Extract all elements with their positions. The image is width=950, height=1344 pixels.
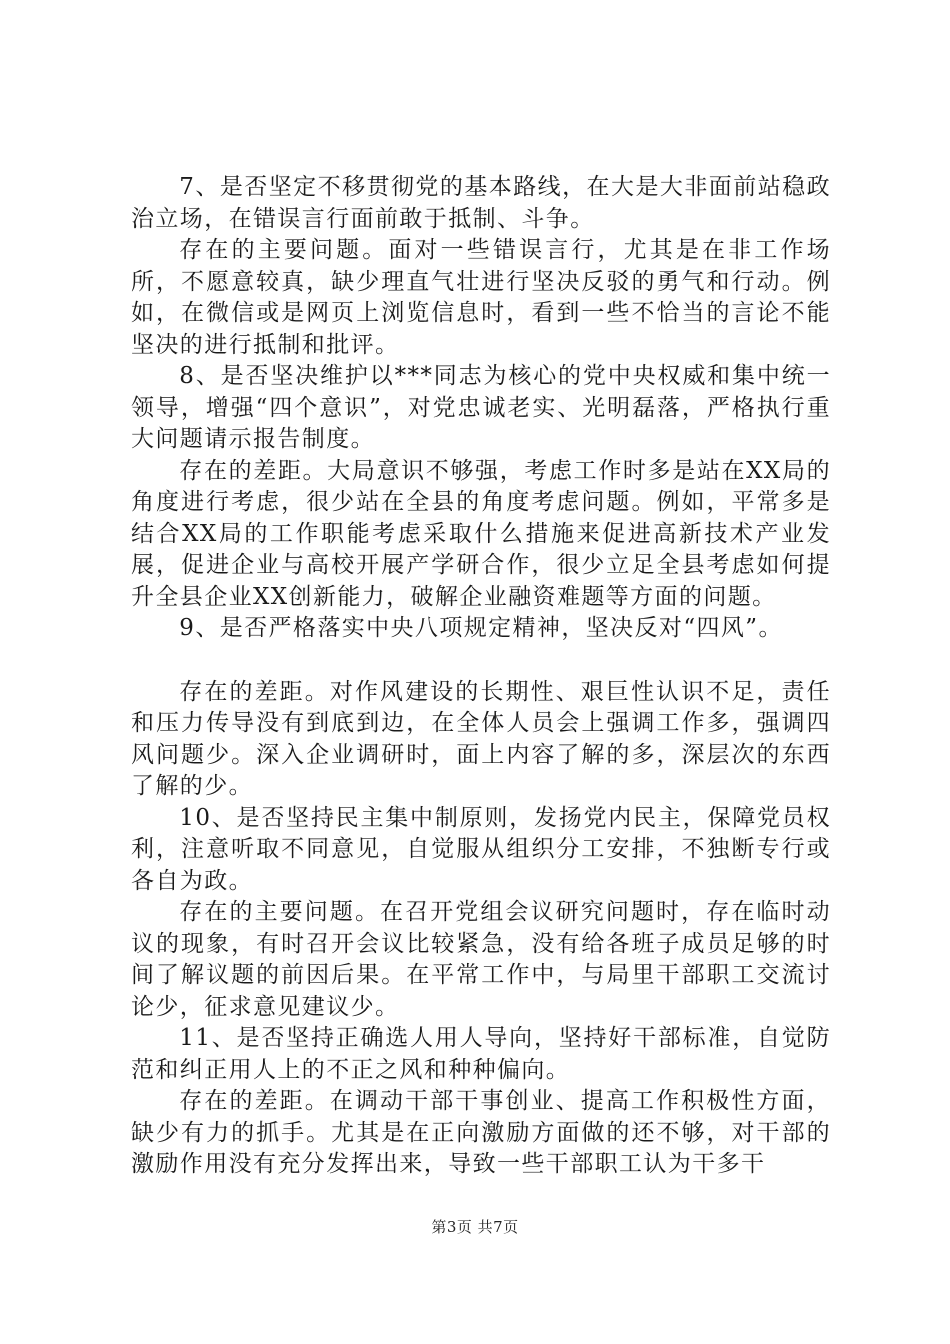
paragraph-item-11-gap: 存在的差距。在调动干部干事创业、提高工作积极性方面，缺少有力的抓手。尤其是在正向激励方面做的还不够，对干部的激励作用没有充分发挥出来，导致一些干部职工认为干多干 [131,1088,831,1177]
paragraph-item-7-question: 7、是否坚定不移贯彻党的基本路线，在大是大非面前站稳政治立场，在错误言行面前敢于抵制、斗争。 [131,174,831,232]
paragraph-item-7-problem: 存在的主要问题。面对一些错误言行，尤其是在非工作场所，不愿意较真，缺少理直气壮进行坚决反驳的勇气和行动。例如，在微信或是网页上浏览信息时，看到一些不恰当的言论不能坚决的进行抵制和批评。 [131,237,831,358]
document-body [131,172,831,1181]
page-number-footer: 第3页 共7页 [431,1218,519,1236]
paragraph-item-9-question: 9、是否严格落实中央八项规定精神，坚决反对“四风”。 [179,615,783,641]
paragraph-item-8-question: 8、是否坚决维护以***同志为核心的党中央权威和集中统一领导，增强“四个意识”，对党忠诚老实、光明磊落，严格执行重大问题请示报告制度。 [131,363,831,452]
paragraph-item-10-question: 10、是否坚持民主集中制原则，发扬党内民主，保障党员权利，注意听取不同意见，自觉服从组织分工安排，不独断专行或各自为政。 [131,804,831,894]
paragraph-item-9-gap: 存在的差距。对作风建设的长期性、艰巨性认识不足，责任和压力传导没有到底到边，在全体人员会上强调工作多，强调四风问题少。深入企业调研时，面上内容了解的多，深层次的东西了解的少。 [131,678,831,799]
paragraph-item-10-problem: 存在的主要问题。在召开党组会议研究问题时，存在临时动议的现象，有时召开会议比较紧急，没有给各班子成员足够的时间了解议题的前因后果。在平常工作中，与局里干部职工交流讨论少，征求意见建议少。 [131,899,831,1020]
paragraph-item-8-gap: 存在的差距。大局意识不够强，考虑工作时多是站在XX局的角度进行考虑，很少站在全县的角度考虑问题。例如，平常多是结合XX局的工作职能考虑采取什么措施来促进高新技术产业发展，促进企业与高校开展产学研合作，很少立足全县考虑如何提升全县企业XX创新能力，破解企业融资难题等方面的问题。 [131,457,831,610]
paragraph-item-11-question: 11、是否坚持正确选人用人导向，坚持好干部标准，自觉防范和纠正用人上的不正之风和种种偏向。 [131,1025,831,1083]
